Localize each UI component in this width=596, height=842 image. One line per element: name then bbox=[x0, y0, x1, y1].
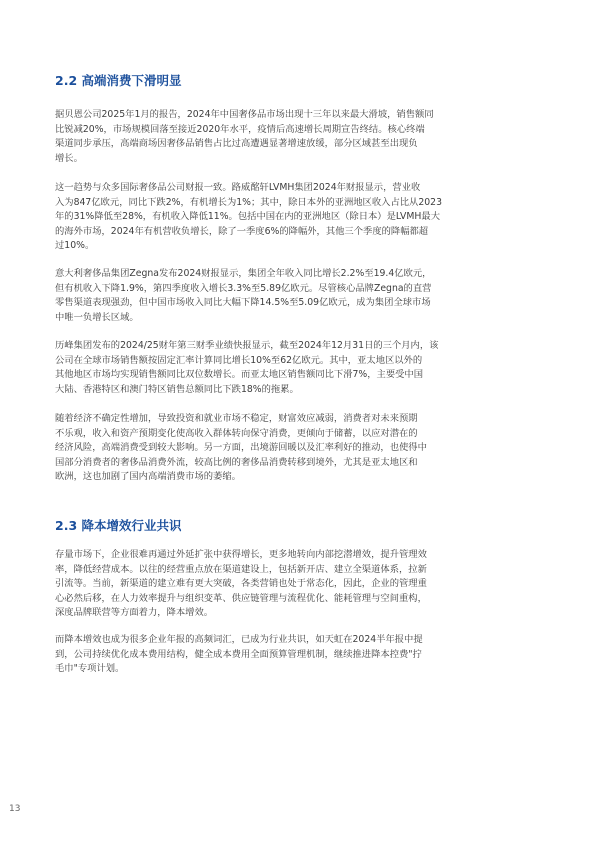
text-line: 不乐观，收入和资产预期变化使高收入群体转向保守消费，更倾向于储蓄，以应对潜在的 bbox=[55, 427, 418, 439]
text-line: 历峰集团发布的2024/25财年第三财季业绩快报显示，截至2024年12月31日的三个月内，该 bbox=[55, 340, 439, 351]
text-line: 的海外市场，2024年有机营收负增长，除了一季度6%的降幅外，其他三个季度的降幅都超 bbox=[55, 225, 429, 237]
paragraph-economic-uncertainty bbox=[55, 412, 540, 485]
text-line: 增长。 bbox=[55, 152, 83, 164]
text-line: 据贝恩公司2025年1月的报告，2024年中国奢侈品市场出现十三年以来最大滑坡，销售额同 bbox=[55, 109, 434, 120]
paragraph-cost-reduction bbox=[55, 633, 540, 677]
text-line: 心必然后移，在人力效率提升与组织变革、供应链管理与流程优化、能耗管理与空间重构， bbox=[55, 592, 427, 604]
paragraph-richemont bbox=[55, 339, 540, 397]
text-line: 到，公司持续优化成本费用结构，健全成本费用全面预算管理机制，继续推进降本控费"拧 bbox=[55, 648, 422, 660]
text-line: 过10%。 bbox=[55, 240, 95, 252]
text-line: 其他地区市场均实现销售额同比双位数增长。而亚太地区销售额同比下滑7%，主要受中国 bbox=[55, 369, 424, 381]
page-number: 13 bbox=[9, 804, 21, 814]
paragraph-bain-report bbox=[55, 108, 540, 166]
text-line: 经济风险，高端消费受到较大影响。另一方面，出境游回暖以及汇率利好的推动，也使得中 bbox=[55, 442, 427, 454]
text-line: 这一趋势与众多国际奢侈品公司财报一致。路威酩轩LVMH集团2024年财报显示，营业收 bbox=[55, 182, 421, 193]
paragraph-zegna bbox=[55, 267, 540, 325]
text-line: 意大利奢侈品集团Zegna发布2024财报显示，集团全年收入同比增长2.2%至19.4亿欧元， bbox=[55, 268, 432, 279]
text-line: 率，降低经营成本。以往的经营重点放在渠道建设上，包括新开店、建立全渠道体系，拉新 bbox=[55, 563, 427, 575]
text-line: 但有机收入下降1.9%，第四季度收入增长3.3%至5.89亿欧元。尽管核心品牌Zegna的直营 bbox=[55, 282, 432, 294]
text-line: 渠道同步承压，高端商场因奢侈品销售占比过高遭遇显著增速放缓，部分区域甚至出现负 bbox=[55, 138, 418, 150]
text-line: 而降本增效也成为很多企业年报的高频词汇，已成为行业共识，如天虹在2024半年报中提 bbox=[55, 634, 423, 645]
text-line: 入为847亿欧元，同比下跌2%，有机增长为1%；其中，除日本外的亚洲地区收入占比从2023 bbox=[55, 196, 442, 208]
text-line: 深度品牌联营等方面着力，降本增效。 bbox=[55, 607, 214, 619]
text-line: 存量市场下，企业很难再通过外延扩张中获得增长，更多地转向内部挖潜增效，提升管理效 bbox=[55, 549, 427, 560]
section-title-2-2: 2.2 高端消费下滑明显 bbox=[55, 73, 182, 88]
paragraph-stock-market bbox=[55, 548, 540, 621]
text-line: 欧洲，这也加剧了国内高端消费市场的萎缩。 bbox=[55, 471, 241, 483]
text-line: 随着经济不确定性增加，导致投资和就业市场不稳定，财富效应减弱，消费者对未来预期 bbox=[55, 413, 418, 424]
text-line: 年的31%降低至28%，有机收入降低11%。包括中国在内的亚洲地区（除日本）是LVMH最大 bbox=[55, 211, 441, 223]
text-line: 零售渠道表现强劲，但中国市场收入同比大幅下降14.5%至5.09亿欧元，成为集团全球市场 bbox=[55, 297, 431, 309]
text-line: 公司在全球市场销售额按固定汇率计算同比增长10%至62亿欧元。其中，亚太地区以外的 bbox=[55, 354, 423, 366]
text-line: 毛巾"专项计划。 bbox=[55, 663, 125, 675]
text-line: 中唯一负增长区域。 bbox=[55, 311, 139, 323]
text-line: 大陆、香港特区和澳门特区销售总额同比下跌18%的拖累。 bbox=[55, 383, 299, 395]
section-title-2-3: 2.3 降本增效行业共识 bbox=[55, 518, 182, 533]
text-line: 比锐减20%，市场规模回落至接近2020年水平，疫情后高速增长周期宣告终结。核心终端 bbox=[55, 123, 425, 135]
text-line: 引流等。当前，新渠道的建立难有更大突破，各类营销也处于常态化，因此，企业的管理重 bbox=[55, 578, 427, 590]
paragraph-lvmh bbox=[55, 181, 540, 254]
text-line: 国部分消费者的奢侈品消费外流，较高比例的奢侈品消费转移到境外，尤其是亚太地区和 bbox=[55, 456, 418, 468]
